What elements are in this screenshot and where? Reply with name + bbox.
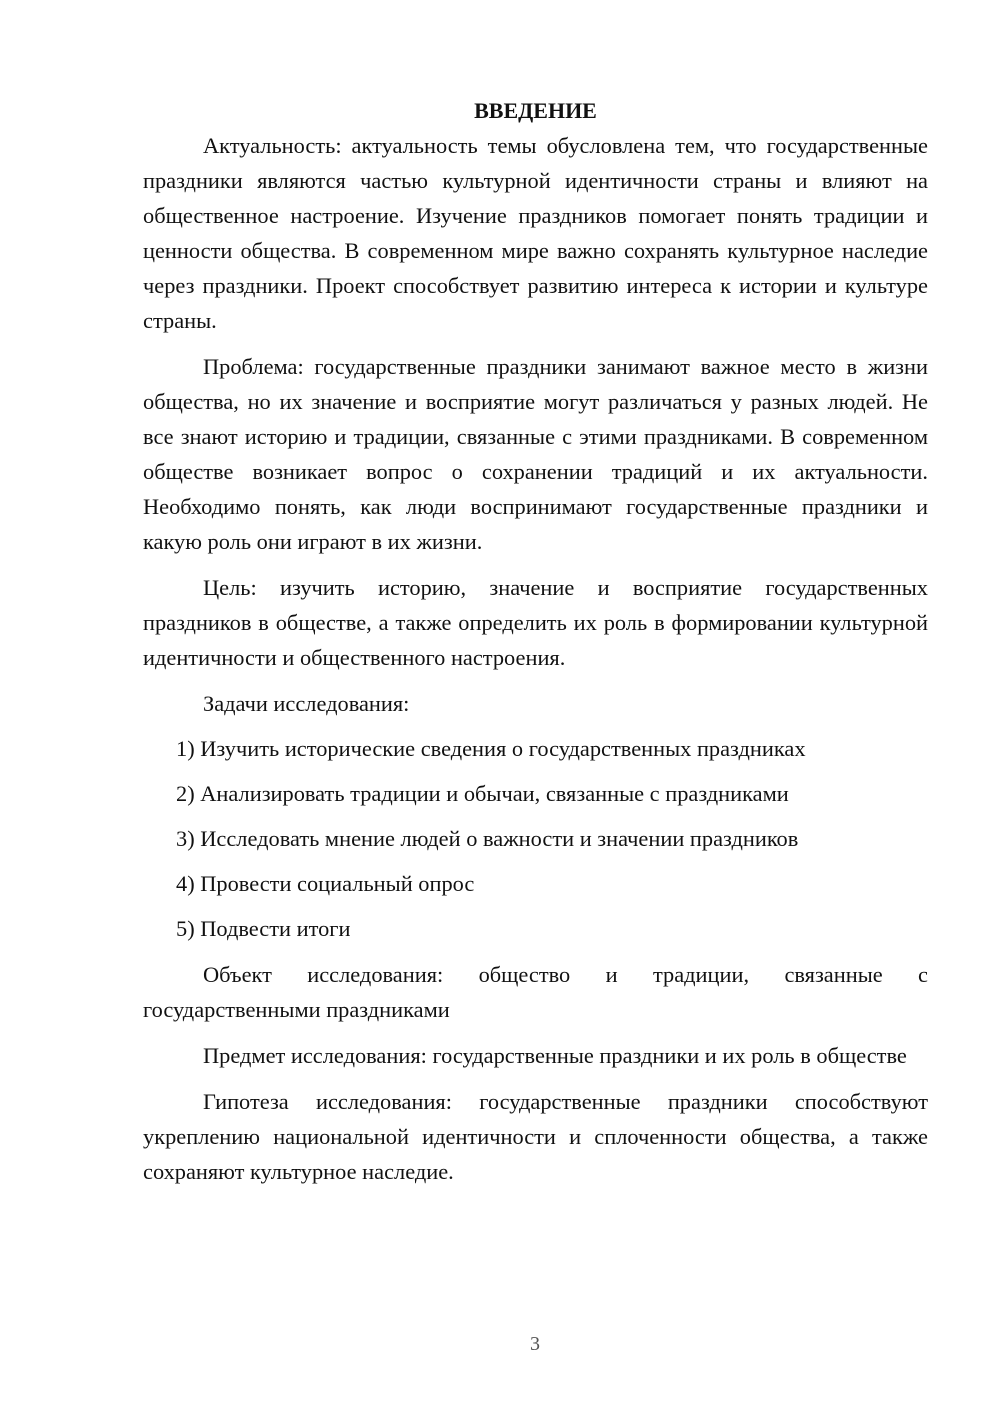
list-item: 5) Подвести итоги xyxy=(176,916,351,941)
tasks-heading: Задачи исследования: xyxy=(203,691,410,716)
tasks-list xyxy=(143,731,928,946)
subject-paragraph: Предмет исследования: государственные праздники и их роль в обществе xyxy=(203,1043,907,1068)
page-number: 3 xyxy=(530,1333,540,1355)
hypothesis-paragraph: Гипотеза исследования: государственные праздники способствуют укреплению национальной идентичности и сплоченности общества, а также сохраняют культурное наследие. xyxy=(143,1089,928,1184)
list-item: 1) Изучить исторические сведения о государственных праздниках xyxy=(176,736,806,761)
problem-paragraph: Проблема: государственные праздники занимают важное место в жизни общества, но их значение и восприятие могут различаться у разных людей. Не все знают историю и традиции, связанные с этими праздниками. В современном обществе возникает вопрос о сохранении традиций и их актуальности. Необходимо понять, как люди воспринимают государственные праздники и какую роль они играют в их жизни. xyxy=(143,354,928,554)
page-title: ВВЕДЕНИЕ xyxy=(474,98,597,123)
goal-paragraph: Цель: изучить историю, значение и восприятие государственных праздников в обществе, а также определить их роль в формировании культурной идентичности и общественного настроения. xyxy=(143,575,928,670)
relevance-paragraph: Актуальность: актуальность темы обусловлена тем, что государственные праздники являются частью культурной идентичности страны и влияют на общественное настроение. Изучение праздников помогает понять традиции и ценности общества. В современном мире важно сохранять культурное наследие через праздники. Проект способствует развитию интереса к истории и культуре страны. xyxy=(143,133,928,333)
list-item: 4) Провести социальный опрос xyxy=(176,871,475,896)
list-item: 2) Анализировать традиции и обычаи, связанные с праздниками xyxy=(176,781,789,806)
page-body xyxy=(143,93,928,1189)
object-paragraph: Объект исследования: общество и традиции, связанные с государственными праздниками xyxy=(143,962,928,1022)
list-item: 3) Исследовать мнение людей о важности и значении праздников xyxy=(176,826,799,851)
